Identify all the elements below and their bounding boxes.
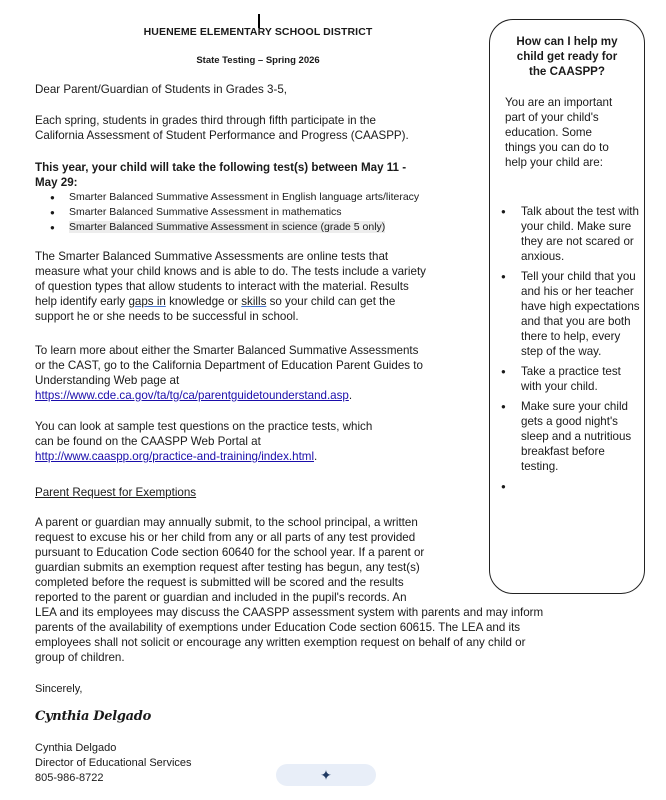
- text-line: You are an important: [505, 96, 613, 109]
- text-line: parents of the availability of exemptions under Education Code section 60615. The LEA and its: [35, 621, 521, 634]
- text-line: child get ready for: [516, 50, 618, 63]
- tip-text: Take a practice test with your child.: [521, 365, 621, 393]
- text-line: LEA and its employees may discuss the CAASPP assessment system with parents and may inform: [35, 606, 544, 619]
- tip-item: [500, 479, 640, 494]
- tests-list: [35, 190, 419, 235]
- signer-name: Cynthia Delgado: [35, 742, 117, 754]
- tip-text: Make sure your child gets a good night's sleep and a nutritious breakfast before testing.: [521, 400, 632, 473]
- signer-title: Director of Educational Services: [35, 757, 192, 769]
- text-line: help your child are:: [505, 156, 603, 169]
- text-line: guardian submits an exemption request after testing has begun, any test(s): [35, 561, 420, 574]
- text-line: of question types that allow students to interact with the material. Results: [35, 280, 409, 293]
- tip-text: Tell your child that you and his or her teacher have high expectations and that you are both there to help, every step of the way.: [521, 270, 640, 358]
- list-item: ● Smarter Balanced Summative Assessment in English language arts/literacy: [35, 190, 419, 205]
- text-line: To learn more about either the Smarter Balanced Summative Assessments: [35, 344, 419, 357]
- cde-parent-guide-link[interactable]: https://www.cde.ca.gov/ta/tg/ca/parentguidetounderstand.asp: [35, 389, 349, 402]
- tip-item: [500, 364, 640, 394]
- learn-more-paragraph: [35, 343, 423, 403]
- text-line: [35, 294, 426, 309]
- text-line: completed before the request is submitted will be scored and the results: [35, 576, 404, 589]
- district-name: HUENEME ELEMENTARY SCHOOL DISTRICT: [143, 26, 373, 38]
- text-line: part of your child's: [505, 111, 599, 124]
- text-line: things you can do to: [505, 141, 609, 154]
- text-line: employees shall not solicit or encourage any written exemption request on behalf of any child or: [35, 636, 526, 649]
- bullet-icon: ●: [501, 402, 506, 411]
- signature-block: [35, 741, 192, 786]
- bullet-icon: ●: [501, 272, 506, 281]
- intro-paragraph: [35, 113, 409, 143]
- signature: Cynthia Delgado: [35, 709, 151, 724]
- text-line: measure what your child knows and is able to do. The tests include a variety: [35, 265, 426, 278]
- text-run: knowledge or: [165, 295, 242, 308]
- list-item: [35, 220, 419, 235]
- greeting: Dear Parent/Guardian of Students in Grades 3-5,: [35, 83, 287, 96]
- letter-subtitle: State Testing – Spring 2026: [196, 55, 320, 66]
- text-line: can be found on the CAASPP Web Portal at: [35, 435, 261, 448]
- text-line: the CAASPP?: [528, 65, 605, 78]
- text-line: support he or she needs to be successful in school.: [35, 310, 299, 323]
- text-line: How can I help my: [516, 35, 618, 48]
- highlighted-text: Smarter Balanced Summative Assessment in science (grade 5 only): [69, 221, 386, 233]
- spellcheck-skills[interactable]: skills: [241, 295, 267, 308]
- text-line: The Smarter Balanced Summative Assessments are online tests that: [35, 250, 389, 263]
- exemptions-paragraph: [35, 515, 543, 665]
- spellcheck-gaps-in[interactable]: gaps in: [128, 295, 166, 308]
- text-line: Each spring, students in grades third through fifth participate in the: [35, 114, 376, 127]
- text-line: or the CAST, go to the California Department of Education Parent Guides to: [35, 359, 423, 372]
- text-line: Understanding Web page at: [35, 374, 180, 387]
- sidebar-intro: [505, 95, 639, 170]
- text-run: so your child can get the: [266, 295, 396, 308]
- bullet-icon: ●: [501, 367, 506, 376]
- sbac-paragraph: [35, 249, 426, 324]
- text-line: A parent or guardian may annually submit, to the school principal, a written: [35, 516, 418, 529]
- text-line: This year, your child will take the following test(s) between May 11 -: [35, 161, 407, 174]
- list-item: ● Smarter Balanced Summative Assessment in mathematics: [35, 205, 419, 220]
- practice-paragraph: [35, 419, 372, 464]
- tip-item: [500, 269, 640, 359]
- text-line: group of children.: [35, 651, 125, 664]
- text-line: May 29:: [35, 176, 78, 189]
- text-line: pursuant to Education Code section 60640 for the school year. If a parent or: [35, 546, 425, 559]
- tests-heading: [35, 160, 406, 190]
- text-line: reported to the parent or guardian and included in the pupil's records. An: [35, 591, 407, 604]
- text-line: https://www.cde.ca.gov/ta/tg/ca/parentguidetounderstand.asp.: [35, 389, 353, 402]
- exemptions-heading: Parent Request for Exemptions: [35, 486, 197, 499]
- signer-phone: 805-986-8722: [35, 772, 104, 784]
- text-line: You can look at sample test questions on the practice tests, which: [35, 420, 373, 433]
- text-line: education. Some: [505, 126, 593, 139]
- text-run: help identify early: [35, 295, 129, 308]
- text-line: California Assessment of Student Performance and Progress (CAASPP).: [35, 129, 409, 142]
- caaspp-practice-link[interactable]: http://www.caaspp.org/practice-and-training/index.html: [35, 450, 315, 463]
- tips-list: [500, 204, 640, 499]
- tip-item: [500, 399, 640, 474]
- closing: Sincerely,: [35, 683, 83, 695]
- tip-item: [500, 204, 640, 264]
- tip-text: Talk about the test with your child. Make sure they are not scared or anxious.: [521, 205, 639, 263]
- sparkle-icon: ✦: [320, 766, 332, 783]
- assistant-button[interactable]: [276, 764, 376, 786]
- bullet-icon: ●: [501, 207, 506, 216]
- text-line: request to excuse his or her child from any or all parts of any test provided: [35, 531, 416, 544]
- bullet-icon: ●: [501, 482, 506, 491]
- sidebar-title: [490, 34, 644, 79]
- text-line: http://www.caaspp.org/practice-and-training/index.html.: [35, 450, 318, 463]
